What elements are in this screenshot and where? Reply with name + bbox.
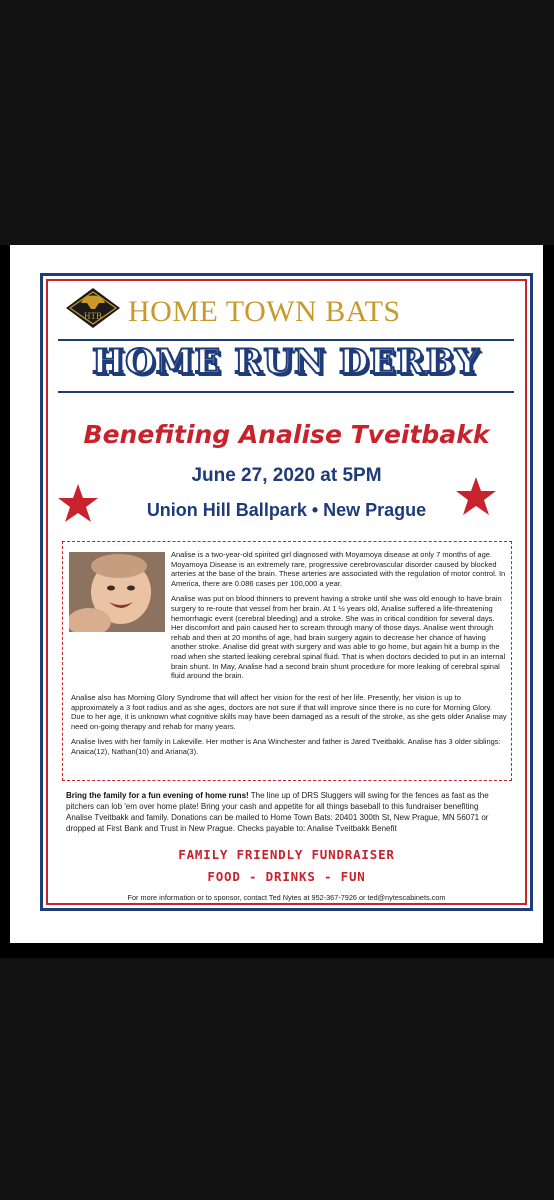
story-paragraph: Analise is a two-year-old spirited girl diagnosed with Moyamoya disease at only 7 months of age. Moyamoya Disease is an extremely rare, progressive cerebrovascular disorder caused by blocked arteries at the base of the brain. These arteries are associated with the regulation of motor control. In America, there are 0.086 cases per 100,000 a year.	[171, 550, 506, 588]
viewer-bottom-band	[0, 958, 554, 1200]
contact-line: For more information or to sponsor, contact Ted Nytes at 952-367-7926 or ted@nytescabinets.com	[127, 893, 446, 902]
event-date: June 27, 2020 at 5PM	[191, 465, 382, 486]
invitation-paragraph	[66, 790, 506, 834]
story-box	[62, 541, 512, 781]
tagline: FOOD - DRINKS - FUN	[207, 869, 366, 884]
fundraiser-heading: FAMILY FRIENDLY FUNDRAISER	[178, 847, 395, 862]
home-town-bats-logo	[65, 287, 121, 329]
benefit-heading: Benefiting Analise Tveitbakk	[83, 420, 490, 449]
event-title: HOME RUN DERBY	[91, 342, 481, 382]
story-text-top	[171, 550, 507, 687]
event-venue: Union Hill Ballpark • New Prague	[146, 500, 427, 520]
brand-name: HOME TOWN BATS	[128, 295, 401, 328]
invitation-body: The line up of DRS Sluggers will swing for the fences as fast as the pitchers can lob 'em over home plate! Bring your cash and appetite for all things baseball to this fundraiser benefiting Analise Tveitbakk and family. Donations can be mailed to Home Town Bats: 20401 300th St, New Prague, MN 56071 or dropped at First Bank and Trust in New Prague. Checks payable to: Analise Tveitbakk Benefit	[66, 791, 489, 833]
viewer-top-band	[0, 0, 554, 245]
story-paragraph: Analise also has Morning Glory Syndrome that will affect her vision for the rest of her life. Presently, her vision is up to approximately a 3 foot radius and as she ages, doctors are not sure if that will improve since there is no cure for Morning Glory. Due to her age, it is unknown what cognitive skills may have been damaged as a result of the stroke, as she gets older Analise may need on-going therapy and rehab for many years.	[71, 693, 507, 731]
child-photo	[69, 552, 165, 632]
derby-top-rule	[58, 339, 514, 341]
star-icon	[56, 482, 100, 526]
star-icon	[454, 475, 498, 519]
flyer-image	[10, 245, 543, 943]
story-text-bottom	[71, 693, 507, 763]
story-paragraph: Analise lives with her family in Lakeville. Her mother is Ana Winchester and father is Jared Tveitbakk. Analise has 3 older siblings: Anaica(12), Nathan(10) and Ariana(3).	[71, 737, 501, 756]
story-paragraph: Analise was put on blood thinners to prevent having a stroke until she was old enough to have brain surgery to re-route that vessel from her brain. At 1 ½ years old, Analise suffered a life-threatening hemorrhagic event (cerebral bleeding) and a stroke. She was in critical condition for several days. Her discomfort and pain caused her to scream through many of those days. Analise went through rehab and then at 20 months of age, had brain surgery again to decrease her chance of having another stroke. Analise did great with surgery and was able to go home, but again hit a bump in the road when she started leaking cerebral spinal fluid. That is when doctors decided to put in an internal brain shunt. In May, Analise had a second brain shunt procedure for more leaking of cerebral spinal fluid around the brain.	[171, 594, 506, 681]
invitation-lead: Bring the family for a fun evening of home runs!	[66, 791, 249, 800]
derby-bottom-rule	[58, 391, 514, 393]
logo-initials: HTB	[84, 311, 102, 321]
